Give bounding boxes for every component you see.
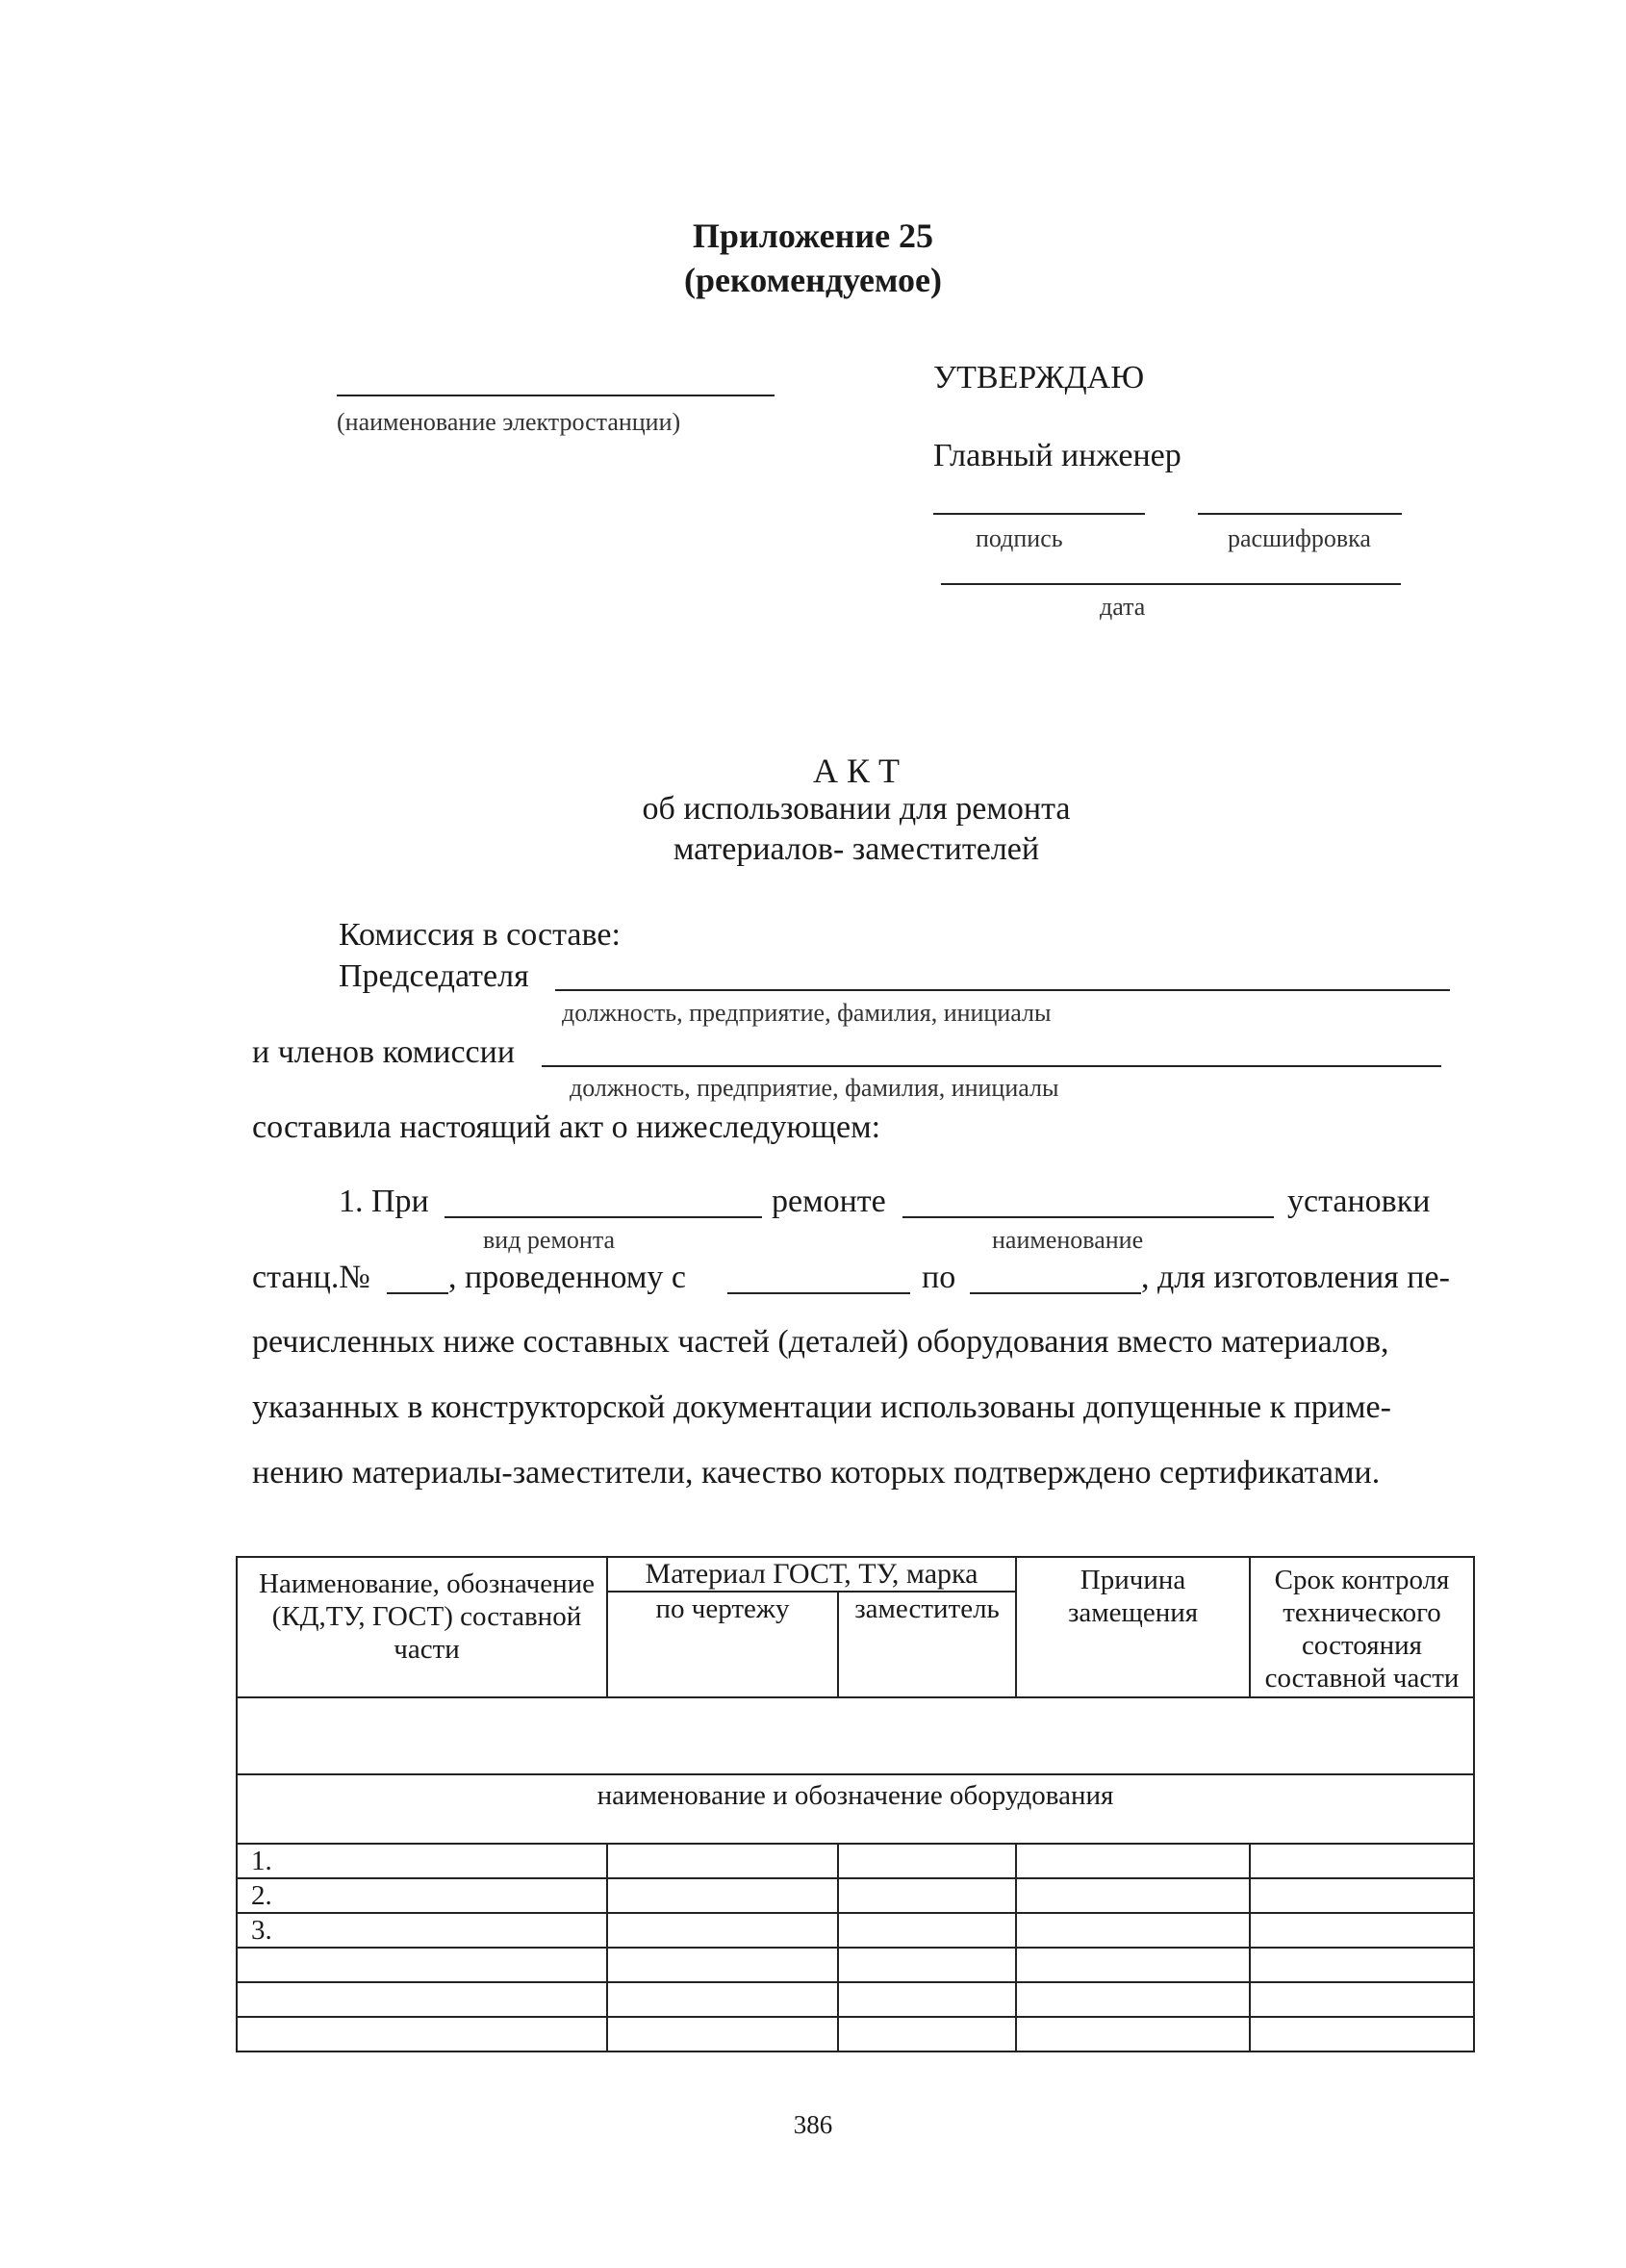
table-cell <box>607 1844 838 1878</box>
row-number: 2. <box>237 1878 607 1913</box>
date-line <box>941 583 1401 585</box>
repair-type-line <box>445 1216 762 1218</box>
table-cell <box>1250 2017 1474 2051</box>
col-control-header: Срок контроля технического состояния составной части <box>1250 1557 1474 1697</box>
equipment-caption: наименование и обозначение оборудования <box>237 1774 1474 1844</box>
table-cell <box>607 1948 838 1982</box>
repair-type-caption: вид ремонта <box>483 1226 616 1254</box>
transcript-line <box>1198 513 1402 515</box>
unit-name-caption: наименование <box>992 1226 1144 1254</box>
date-caption: дата <box>1100 593 1146 621</box>
col-name-header: Наименование, обозначение (КД,ТУ, ГОСТ) составной части <box>237 1557 607 1697</box>
table-cell <box>607 2017 838 2051</box>
table-cell <box>838 2017 1016 2051</box>
table-cell <box>1250 1878 1474 1913</box>
table-cell <box>1016 1913 1250 1948</box>
paragraph-line5: нению материалы-заместители, качество которых подтверждено сертификатами. <box>252 1455 1381 1491</box>
row-number: 1. <box>237 1844 607 1878</box>
paragraph-line3: речисленных ниже составных частей (деталей) оборудования вместо материалов, <box>252 1324 1389 1360</box>
date-to-line <box>970 1292 1141 1294</box>
commission-intro: Комиссия в составе: <box>339 917 621 953</box>
approve-label: УТВЕРЖДАЮ <box>933 360 1145 395</box>
act-title: А К Т <box>813 752 900 790</box>
date-from-line <box>727 1292 910 1294</box>
table-cell <box>1016 1878 1250 1913</box>
sub-by-drawing: по чертежу <box>607 1592 838 1697</box>
table-cell <box>237 1948 607 1982</box>
table-cell <box>237 2017 607 2051</box>
l2-station: станц.№ <box>252 1260 370 1295</box>
table-cell <box>607 1878 838 1913</box>
equipment-blank-row <box>237 1697 1474 1774</box>
chairman-label: Председателя <box>339 958 529 994</box>
l2-to: по <box>922 1260 956 1295</box>
p1-start: 1. При <box>339 1184 429 1219</box>
appendix-title: Приложение 25 <box>692 217 934 255</box>
table-cell <box>838 1982 1016 2017</box>
unit-name-line <box>902 1216 1274 1218</box>
sub-substitute: заместитель <box>838 1592 1016 1697</box>
chairman-line <box>555 989 1450 991</box>
table-cell <box>1250 1982 1474 2017</box>
members-label: и членов комиссии <box>252 1034 516 1070</box>
table-cell <box>1016 1982 1250 2017</box>
table-row <box>237 2017 1474 2051</box>
table-cell <box>838 1878 1016 1913</box>
act-subtitle-line2: материалов- заместителей <box>673 831 1040 867</box>
station-name-line <box>337 395 775 396</box>
table-cell <box>838 1913 1016 1948</box>
commission-conclusion: составила настоящий акт о нижеследующем: <box>252 1109 881 1145</box>
act-subtitle-line1: об использовании для ремонта <box>642 791 1071 827</box>
table-cell <box>1016 2017 1250 2051</box>
row-number: 3. <box>237 1913 607 1948</box>
table-row <box>237 1982 1474 2017</box>
signature-caption: подпись <box>976 524 1063 552</box>
appendix-heading <box>0 214 1626 302</box>
p1-unit: установки <box>1287 1184 1431 1219</box>
p1-repair: ремонте <box>772 1184 886 1219</box>
table-row <box>237 1948 1474 1982</box>
materials-table <box>236 1556 1475 2052</box>
station-caption: (наименование электростанции) <box>337 408 681 436</box>
table-row <box>237 1913 1474 1948</box>
table-cell <box>607 1982 838 2017</box>
l2-conducted: , проведенному с <box>448 1260 686 1295</box>
table-cell <box>838 1948 1016 1982</box>
chairman-caption: должность, предприятие, фамилия, инициалы <box>562 999 1052 1027</box>
table-row <box>237 1844 1474 1878</box>
table-cell <box>1250 1913 1474 1948</box>
table-cell <box>1250 1948 1474 1982</box>
table-cell <box>237 1982 607 2017</box>
table-cell <box>1250 1844 1474 1878</box>
l2-rest: , для изготовления пе- <box>1141 1260 1450 1295</box>
signature-line <box>933 513 1145 515</box>
table-cell <box>607 1913 838 1948</box>
position-label: Главный инженер <box>933 438 1181 473</box>
transcript-caption: расшифровка <box>1228 524 1371 552</box>
page-number: 386 <box>793 2110 833 2139</box>
material-group-header: Материал ГОСТ, ТУ, марка <box>607 1557 1016 1592</box>
members-line <box>542 1065 1441 1067</box>
table-cell <box>1016 1844 1250 1878</box>
col-reason-header: Причина замещения <box>1016 1557 1250 1697</box>
station-number-line <box>387 1292 448 1294</box>
table-cell <box>838 1844 1016 1878</box>
paragraph-line4: указанных в конструкторской документации использованы допущенные к приме- <box>252 1389 1391 1425</box>
table-cell <box>1016 1948 1250 1982</box>
table-row <box>237 1878 1474 1913</box>
members-caption: должность, предприятие, фамилия, инициалы <box>570 1074 1059 1102</box>
appendix-subtitle: (рекомендуемое) <box>684 261 942 299</box>
